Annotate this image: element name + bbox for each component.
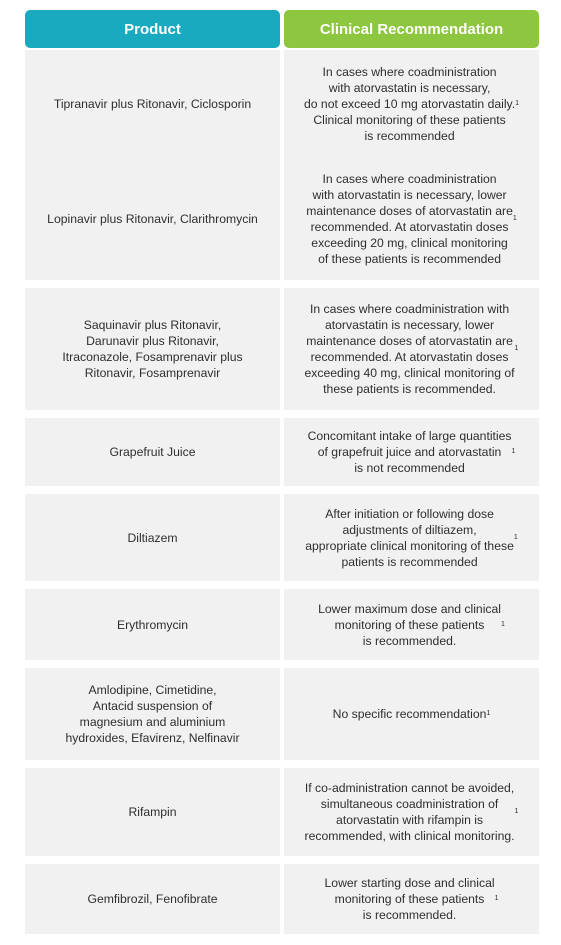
recommendation-cell: If co-administration cannot be avoided, simultaneous coadministration of atorvastatin with rifampin is recommended, with clinical monitoring. 1 <box>284 768 539 856</box>
product-cell: Saquinavir plus Ritonavir, Darunavir plus Ritonavir, Itraconazole, Fosamprenavir plus Ritonavir, Fosamprenavir <box>25 288 280 410</box>
recommendation-text: If co-administration cannot be avoided, simultaneous coadministration of atorvastatin with rifampin is recommended, with clinical monitoring. <box>304 781 515 843</box>
table-row <box>25 494 539 581</box>
recommendation-column-header: Clinical Recommendation <box>284 10 539 48</box>
recommendation-text: Lower starting dose and clinical monitoring of these patients is recommended. <box>324 876 495 922</box>
table-row <box>25 864 539 934</box>
recommendation-text: In cases where coadministration with atorvastatin is necessary, do not exceed 10 mg atorvastatin daily. Clinical monitoring of these patients is recommended <box>303 65 516 143</box>
recommendation-cell: In cases where coadministration with atorvastatin is necessary, lower maintenance doses of atorvastatin are recommended. At atorvastatin doses exceeding 40 mg, clinical monitoring of these patients is recommended. 1 <box>284 288 539 410</box>
table-row <box>25 158 539 280</box>
product-cell: Amlodipine, Cimetidine, Antacid suspension of magnesium and aluminium hydroxides, Efavirenz, Nelfinavir <box>25 668 280 760</box>
product-cell: Diltiazem <box>25 494 280 581</box>
table-row <box>25 50 539 158</box>
recommendation-cell: After initiation or following dose adjustments of diltiazem, appropriate clinical monitoring of these patients is recommended 1 <box>284 494 539 581</box>
recommendation-cell: In cases where coadministration with atorvastatin is necessary, do not exceed 10 mg atorvastatin daily. Clinical monitoring of these patients is recommended 1 <box>284 50 539 158</box>
product-cell: Grapefruit Juice <box>25 418 280 486</box>
table-row <box>25 668 539 760</box>
product-cell: Lopinavir plus Ritonavir, Clarithromycin <box>25 158 280 280</box>
table-row <box>25 589 539 660</box>
recommendation-text: Lower maximum dose and clinical monitoring of these patients is recommended. <box>318 601 501 648</box>
recommendation-cell: Lower starting dose and clinical monitoring of these patients is recommended. 1 <box>284 864 539 934</box>
recommendation-text: After initiation or following dose adjustments of diltiazem, appropriate clinical monitoring of these patients is recommended <box>305 506 514 569</box>
recommendation-cell: Lower maximum dose and clinical monitoring of these patients is recommended. 1 <box>284 589 539 660</box>
recommendation-cell: In cases where coadministration with atorvastatin is necessary, lower maintenance doses of atorvastatin are recommended. At atorvastatin doses exceeding 20 mg, clinical monitoring of these patients is recommended 1 <box>284 158 539 280</box>
product-column-header: Product <box>25 10 280 48</box>
recommendation-text: No specific recommendation <box>332 707 487 721</box>
product-cell: Tipranavir plus Ritonavir, Ciclosporin <box>25 50 280 158</box>
table-row <box>25 418 539 486</box>
recommendation-cell: Concomitant intake of large quantities of grapefruit juice and atorvastatin is not recommended 1 <box>284 418 539 486</box>
product-cell: Erythromycin <box>25 589 280 660</box>
recommendation-cell: No specific recommendation 1 <box>284 668 539 760</box>
product-cell: Gemfibrozil, Fenofibrate <box>25 864 280 934</box>
table-row <box>25 288 539 410</box>
recommendation-text: In cases where coadministration with atorvastatin is necessary, lower maintenance doses of atorvastatin are recommended. At atorvastatin doses exceeding 20 mg, clinical monitoring of these patients is recommended <box>306 172 513 266</box>
recommendation-text: In cases where coadministration with atorvastatin is necessary, lower maintenance doses of atorvastatin are recommended. At atorvastatin doses exceeding 40 mg, clinical monitoring of these patients is recommended. <box>304 302 515 396</box>
table-row <box>25 768 539 856</box>
product-cell: Rifampin <box>25 768 280 856</box>
recommendation-text: Concomitant intake of large quantities of grapefruit juice and atorvastatin is not recommended <box>307 429 512 475</box>
